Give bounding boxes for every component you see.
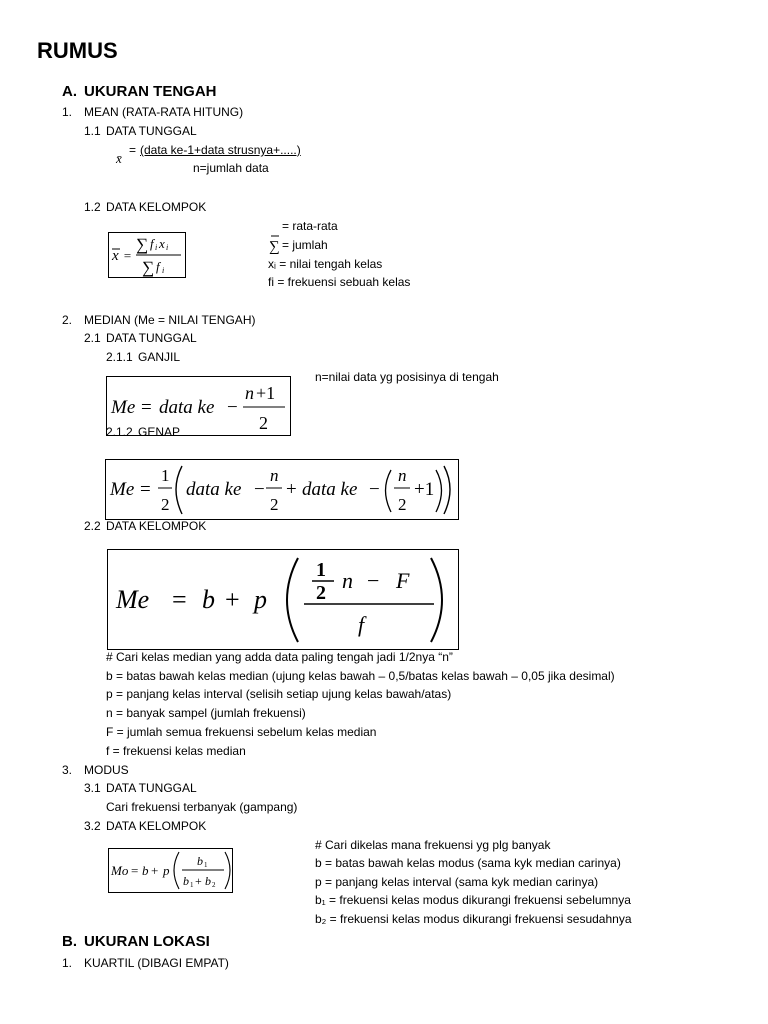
median-even-title: GENAP bbox=[138, 425, 181, 439]
svg-text:i: i bbox=[166, 243, 169, 252]
svg-text:2: 2 bbox=[270, 495, 279, 514]
mean-formula-numerator: (data ke-1+data strusnya+.....) bbox=[140, 143, 301, 157]
svg-text:∑: ∑ bbox=[269, 239, 280, 254]
svg-text:+1: +1 bbox=[256, 383, 276, 403]
svg-text:n: n bbox=[398, 466, 407, 485]
svg-text:=: = bbox=[172, 585, 187, 614]
svg-text:+1: +1 bbox=[414, 479, 435, 500]
section-b-label: B. bbox=[62, 933, 77, 950]
median-single-number: 2.1 bbox=[84, 331, 101, 345]
mean-single-title: DATA TUNGGAL bbox=[106, 124, 197, 138]
modus-note-b: b = batas bawah kelas modus (sama kyk median carinya) bbox=[315, 856, 621, 870]
median-note-b: b = batas bawah kelas median (ujung kelas bawah – 0,5/batas kelas bawah – 0,05 jika desimal) bbox=[106, 669, 615, 683]
svg-text:=: = bbox=[131, 863, 139, 878]
svg-text:+: + bbox=[286, 479, 297, 500]
median-single-title: DATA TUNGGAL bbox=[106, 331, 197, 345]
svg-text:1: 1 bbox=[190, 881, 194, 889]
svg-text:1: 1 bbox=[161, 466, 170, 485]
svg-text:Me: Me bbox=[116, 585, 150, 614]
svg-text:−: − bbox=[254, 479, 265, 500]
svg-text:b: b bbox=[142, 863, 149, 878]
svg-text:Me: Me bbox=[111, 397, 136, 418]
median-group-formula bbox=[107, 549, 459, 650]
svg-text:Me: Me bbox=[110, 479, 135, 500]
median-even-number: 2.1.2 bbox=[106, 425, 133, 439]
svg-text:F: F bbox=[396, 568, 410, 593]
svg-text:f: f bbox=[150, 236, 154, 251]
median-note-f: f = frekuensi kelas median bbox=[106, 744, 246, 758]
svg-text:−: − bbox=[227, 397, 238, 418]
modus-note-0: # Cari dikelas mana frekuensi yg plg banyak bbox=[315, 838, 551, 852]
svg-text:data ke: data ke bbox=[186, 479, 242, 500]
svg-text:b: b bbox=[202, 585, 215, 614]
mean-note-sum: = jumlah bbox=[282, 238, 328, 252]
modus-note-b2: b₂ = frekuensi kelas modus dikurangi frekuensi sesudahnya bbox=[315, 912, 632, 926]
svg-text:2: 2 bbox=[212, 881, 216, 889]
modus-group-formula bbox=[108, 848, 233, 893]
mean-group-number: 1.2 bbox=[84, 200, 101, 214]
svg-text:2: 2 bbox=[259, 413, 268, 433]
svg-text:+: + bbox=[151, 863, 159, 878]
svg-text:f: f bbox=[156, 259, 160, 274]
median-group-title: DATA KELOMPOK bbox=[106, 519, 207, 533]
section-a-title: UKURAN TENGAH bbox=[84, 83, 217, 100]
median-note-p: p = panjang kelas interval (selisih setiap ujung kelas bawah/atas) bbox=[106, 687, 452, 701]
mean-group-title: DATA KELOMPOK bbox=[106, 200, 207, 214]
median-odd-note: n=nilai data yg posisinya di tengah bbox=[315, 370, 499, 384]
mean-number: 1. bbox=[62, 105, 73, 119]
median-group-formula-svg bbox=[108, 550, 458, 649]
modus-title: MODUS bbox=[84, 763, 129, 777]
sigma-icon bbox=[268, 238, 282, 254]
median-note-0: # Cari kelas median yang adda data paling tengah jadi 1/2nya “n” bbox=[106, 650, 453, 664]
median-odd-title: GANJIL bbox=[138, 350, 181, 364]
svg-text:2: 2 bbox=[161, 495, 170, 514]
mean-formula-denominator: n=jumlah data bbox=[193, 161, 269, 175]
svg-text:2: 2 bbox=[398, 495, 407, 514]
median-title: MEDIAN (Me = NILAI TENGAH) bbox=[84, 313, 256, 327]
modus-group-formula-svg bbox=[109, 849, 232, 892]
svg-text:f: f bbox=[358, 612, 365, 637]
svg-text:∑: ∑ bbox=[136, 235, 149, 254]
modus-number: 3. bbox=[62, 763, 73, 777]
median-group-number: 2.2 bbox=[84, 519, 101, 533]
svg-text:i: i bbox=[155, 243, 158, 252]
svg-text:+: + bbox=[195, 874, 202, 888]
section-b-title: UKURAN LOKASI bbox=[84, 933, 210, 950]
modus-note-b1: b₁ = frekuensi kelas modus dikurangi frekuensi sebelumnya bbox=[315, 893, 631, 907]
mean-single-number: 1.1 bbox=[84, 124, 101, 138]
svg-text:data ke: data ke bbox=[159, 397, 215, 418]
svg-text:n: n bbox=[245, 383, 254, 403]
mean-group-formula bbox=[108, 232, 186, 278]
svg-text:n: n bbox=[270, 466, 279, 485]
mean-group-formula-svg bbox=[109, 233, 185, 277]
svg-text:b: b bbox=[197, 854, 203, 868]
median-odd-formula bbox=[106, 376, 291, 436]
modus-single-note: Cari frekuensi terbanyak (gampang) bbox=[106, 800, 298, 814]
median-even-formula bbox=[105, 459, 459, 520]
modus-single-number: 3.1 bbox=[84, 781, 101, 795]
median-odd-number: 2.1.1 bbox=[106, 350, 133, 364]
median-note-F: F = jumlah semua frekuensi sebelum kelas median bbox=[106, 725, 377, 739]
section-a-label: A. bbox=[62, 83, 77, 100]
median-number: 2. bbox=[62, 313, 73, 327]
kuartil-number: 1. bbox=[62, 956, 73, 970]
svg-text:b: b bbox=[205, 874, 211, 888]
svg-text:=: = bbox=[140, 479, 151, 500]
kuartil-title: KUARTIL (DIBAGI EMPAT) bbox=[84, 956, 229, 970]
svg-text:−: − bbox=[367, 568, 380, 593]
mean-note-xi: xᵢ = nilai tengah kelas bbox=[268, 257, 383, 271]
svg-text:p: p bbox=[254, 585, 267, 614]
median-even-formula-svg bbox=[106, 460, 458, 519]
median-note-n: n = banyak sampel (jumlah frekuensi) bbox=[106, 706, 306, 720]
median-odd-formula-svg bbox=[107, 377, 290, 435]
page-title: RUMUS bbox=[37, 38, 118, 63]
modus-group-number: 3.2 bbox=[84, 819, 101, 833]
svg-text:2: 2 bbox=[316, 582, 326, 604]
svg-text:−: − bbox=[369, 479, 380, 500]
mean-note-average: = rata-rata bbox=[282, 219, 338, 233]
svg-text:n: n bbox=[342, 568, 353, 593]
modus-group-title: DATA KELOMPOK bbox=[106, 819, 207, 833]
svg-text:b: b bbox=[183, 874, 189, 888]
svg-text:data ke: data ke bbox=[302, 479, 358, 500]
svg-text:Mo: Mo bbox=[111, 863, 129, 878]
svg-text:x: x bbox=[159, 236, 165, 251]
modus-single-title: DATA TUNGGAL bbox=[106, 781, 197, 795]
svg-text:∑: ∑ bbox=[142, 258, 155, 277]
modus-note-p: p = panjang kelas interval (sama kyk median carinya) bbox=[315, 875, 599, 889]
svg-text:1: 1 bbox=[316, 559, 326, 581]
svg-text:=: = bbox=[141, 397, 152, 418]
svg-text:p: p bbox=[163, 863, 170, 878]
mean-note-fi: fi = frekuensi sebuah kelas bbox=[268, 275, 411, 289]
mean-title: MEAN (RATA-RATA HITUNG) bbox=[84, 105, 244, 119]
svg-text:1: 1 bbox=[204, 861, 208, 869]
svg-text:i: i bbox=[162, 266, 165, 275]
svg-text:x: x bbox=[112, 248, 119, 264]
mean-formula-prefix: = bbox=[129, 143, 137, 157]
svg-text:+: + bbox=[225, 585, 240, 614]
svg-text:=: = bbox=[123, 248, 132, 263]
mean-symbol: x̄ bbox=[116, 151, 122, 166]
